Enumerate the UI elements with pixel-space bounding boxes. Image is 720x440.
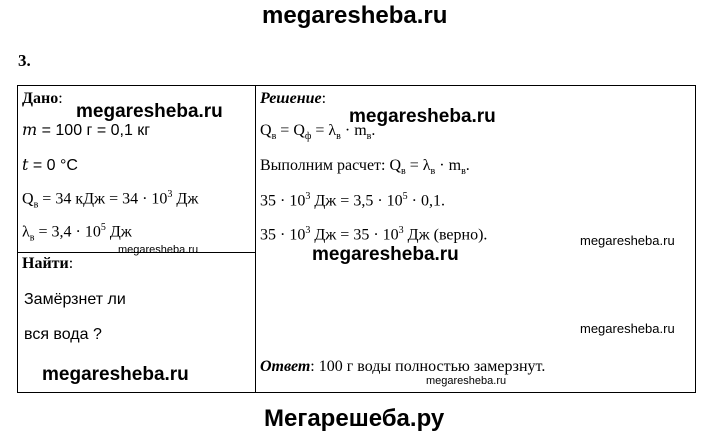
given-temperature: t = 0 °C bbox=[22, 155, 78, 174]
header-watermark: megaresheba.ru bbox=[262, 2, 448, 29]
find-line1: Замёрзнет ли bbox=[24, 291, 126, 308]
watermark-right-2: megaresheba.ru bbox=[580, 321, 675, 336]
solution-heading: Решение: bbox=[260, 90, 327, 107]
given-heat: $Q_в = 34$ кДж = $34 \cdot 10^3$ Дж bbox=[22, 189, 199, 211]
watermark-solution-mid: megaresheba.ru bbox=[312, 244, 459, 265]
watermark-right-1: megaresheba.ru bbox=[580, 233, 675, 248]
watermark-answer-small: megaresheba.ru bbox=[426, 375, 507, 387]
watermark-solution-top: megaresheba.ru bbox=[349, 106, 496, 127]
watermark-given: megaresheba.ru bbox=[76, 101, 223, 122]
solution-answer: Ответ: 100 г воды полностью замерзнут. bbox=[260, 358, 546, 375]
solution-line4: $35 \cdot 10^3$ Дж = $35 \cdot 10^3$ Дж (верно). bbox=[260, 225, 488, 244]
given-mass: m = 100 г = 0,1 кг bbox=[22, 120, 151, 139]
find-line2: вся вода ? bbox=[24, 326, 102, 343]
task-number: 3. bbox=[18, 51, 31, 70]
watermark-find: megaresheba.ru bbox=[42, 364, 189, 385]
solution-calc: Выполним расчет: $Q_в = \lambda_в \cdot m_в$. bbox=[260, 157, 470, 178]
given-heading: Дано: bbox=[22, 90, 63, 107]
watermark-given-small: megaresheba.ru bbox=[118, 244, 199, 256]
solution-line3: $35 \cdot 10^3$ Дж = $3,5 \cdot 10^5 \cdot 0,1$. bbox=[260, 191, 445, 210]
footer-watermark: Мегарешеба.ру bbox=[264, 405, 445, 432]
given-lambda: $\lambda_в = 3,4 \cdot 10^5$ Дж bbox=[22, 222, 132, 244]
solution-eq1: $Q_в = Q_ф = \lambda_в \cdot m_в$. bbox=[260, 122, 376, 143]
find-heading: Найти: bbox=[22, 255, 74, 272]
